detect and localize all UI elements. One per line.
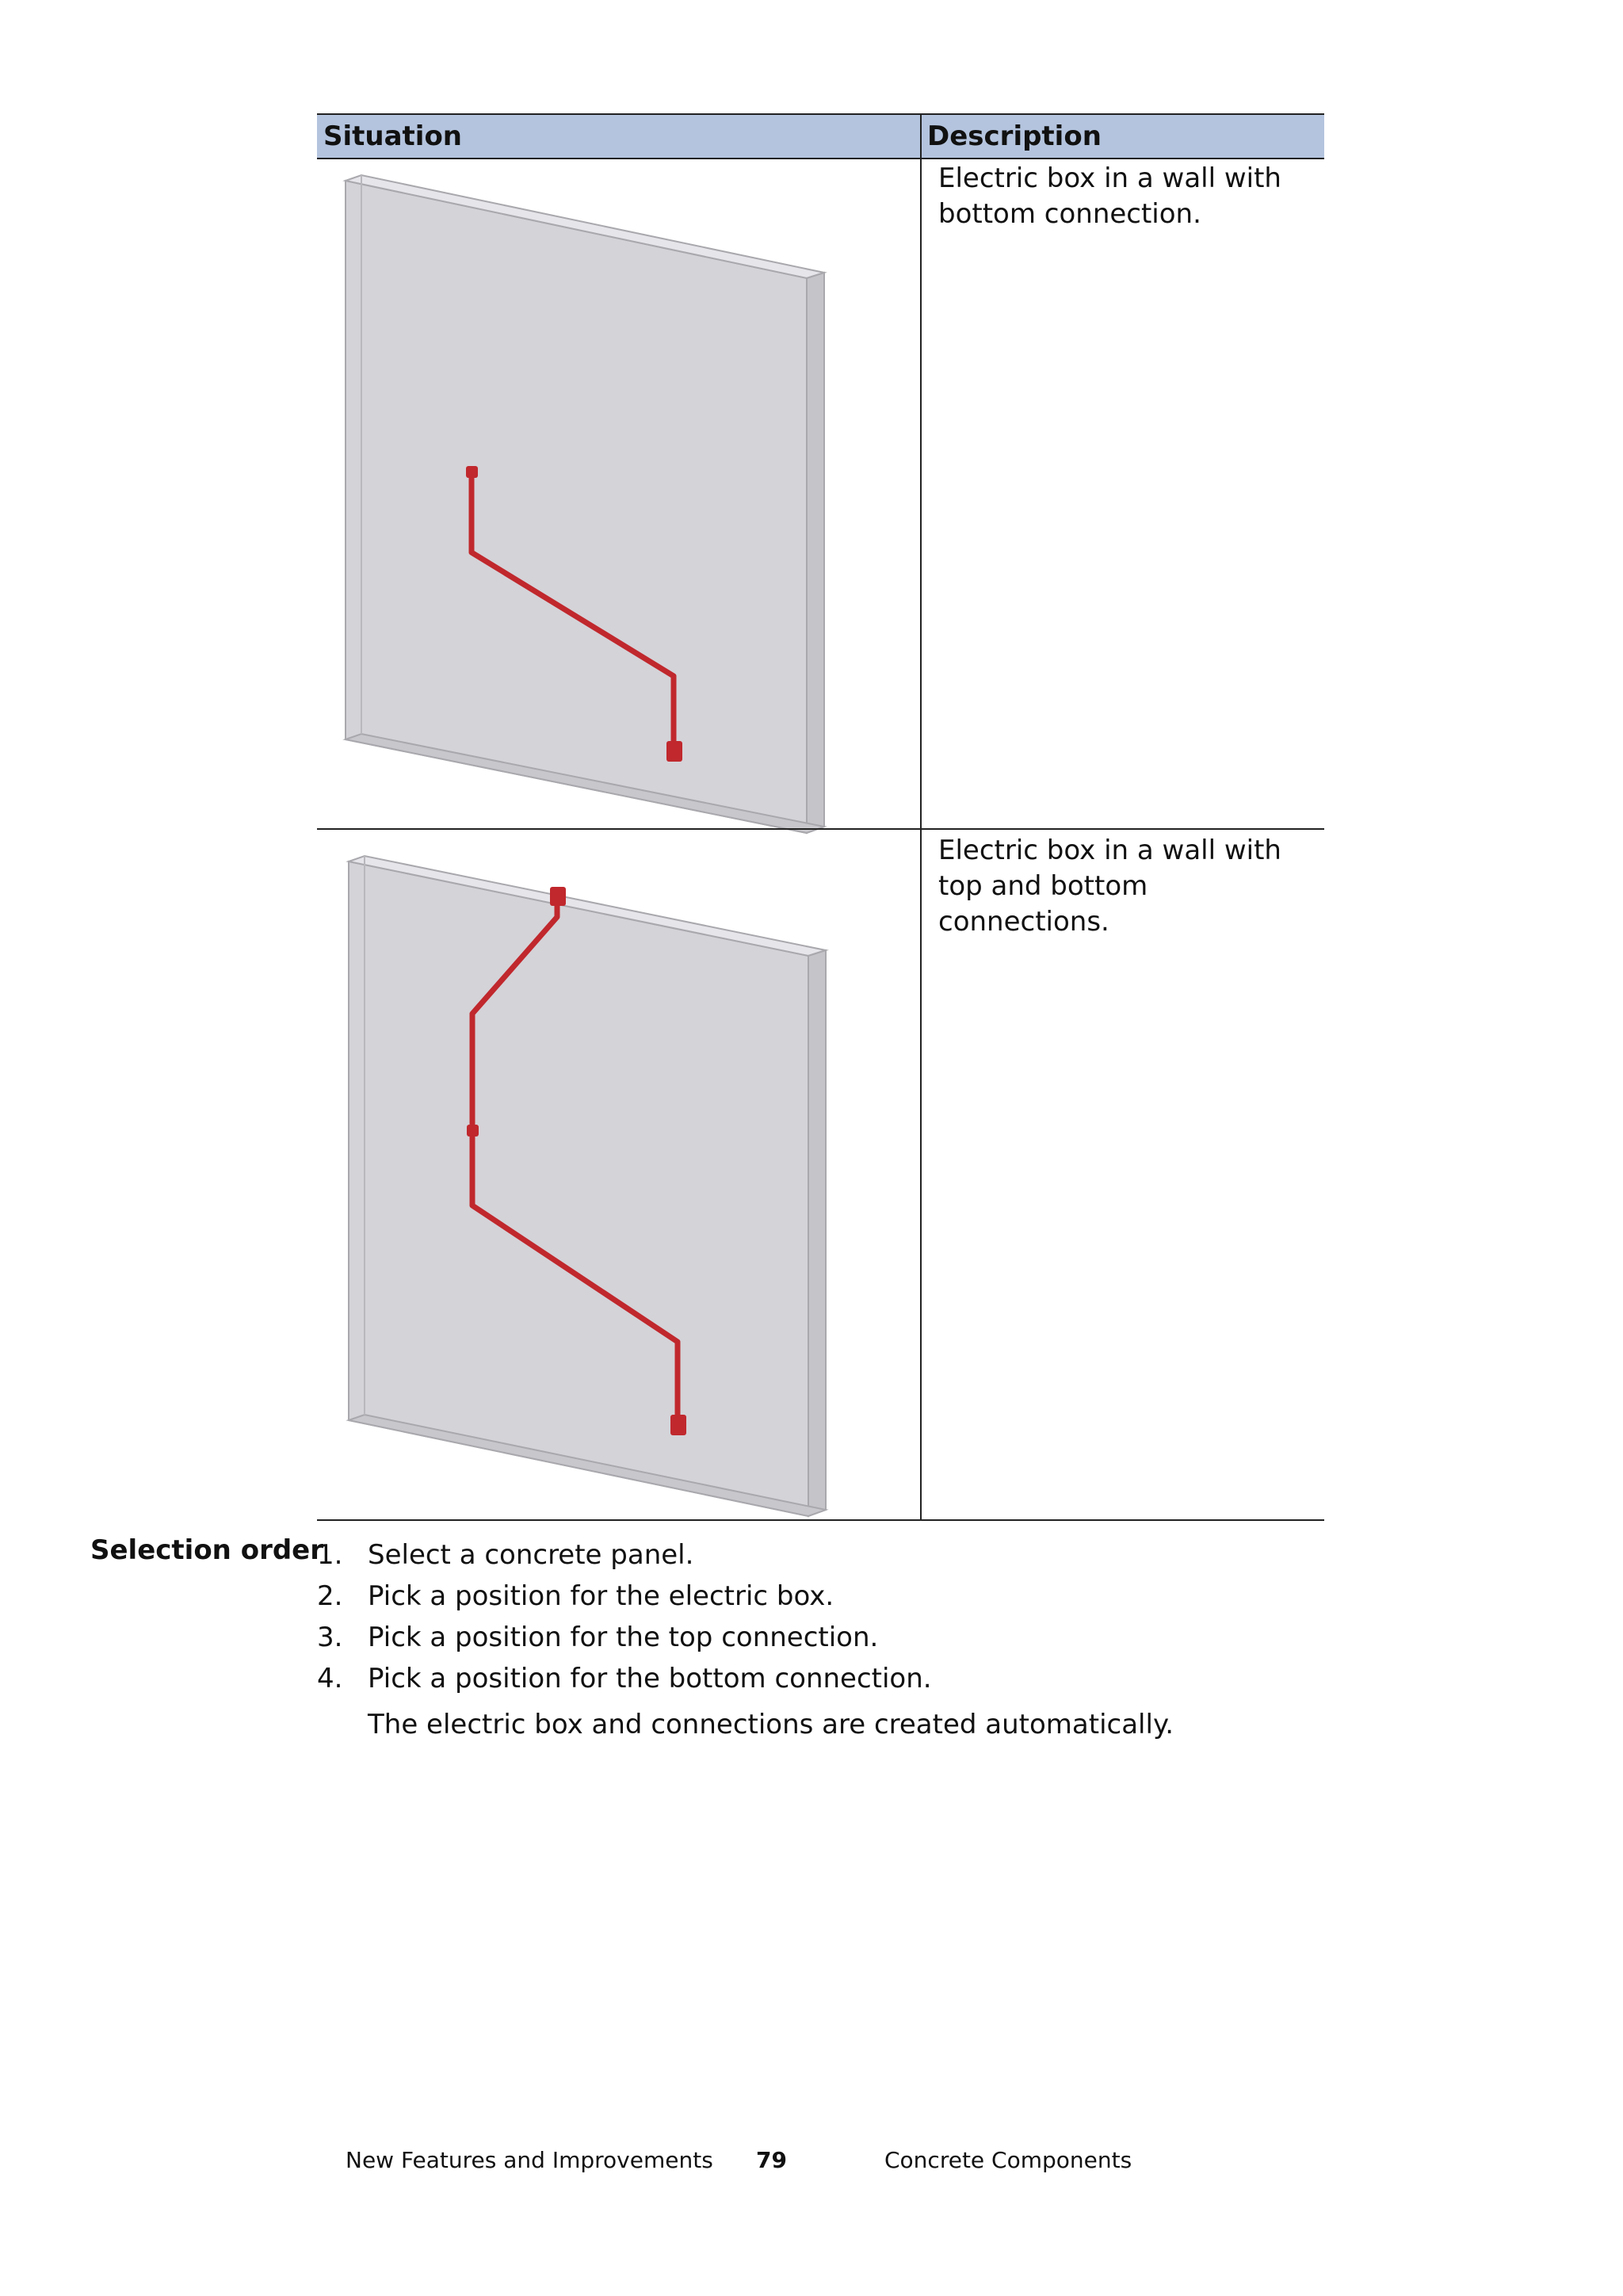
column-divider (920, 113, 922, 1521)
footer-chapter-title: Concrete Components (884, 2147, 1132, 2173)
electric-box-icon (467, 1125, 479, 1137)
wall-top-bottom-connections-figure (317, 841, 919, 1530)
step-number: 2. (317, 1580, 343, 1612)
table-bottom-rule (317, 1519, 1324, 1521)
step-number: 4. (317, 1663, 343, 1694)
electric-box-icon (466, 466, 478, 478)
footer-book-title: New Features and Improvements (346, 2147, 713, 2173)
row-2-description: Electric box in a wall with top and bottom connections. (938, 835, 1281, 938)
wall-bottom-connection-figure (317, 169, 919, 842)
concrete-wall-panel (349, 856, 826, 1516)
table-header-row (317, 113, 1324, 159)
footer-page-number: 79 (756, 2147, 787, 2173)
step-text: Pick a position for the electric box. (368, 1580, 834, 1612)
step-text: Pick a position for the bottom connection. (368, 1663, 932, 1694)
bottom-connection-icon (670, 1415, 686, 1435)
row-1-description: Electric box in a wall with bottom connection. (938, 162, 1281, 230)
header-situation: Situation (323, 120, 463, 152)
row-divider (317, 828, 1324, 830)
header-description: Description (927, 120, 1102, 152)
step-number: 3. (317, 1622, 343, 1653)
top-connection-icon (550, 887, 566, 906)
step-text: Pick a position for the top connection. (368, 1622, 879, 1653)
step-number: 1. (317, 1539, 343, 1571)
selection-order-label: Selection order (90, 1534, 324, 1566)
concrete-wall-panel (346, 175, 824, 833)
step-text: Select a concrete panel. (368, 1539, 694, 1571)
bottom-connection-icon (666, 741, 682, 762)
selection-note: The electric box and connections are created automatically. (368, 1709, 1174, 1740)
